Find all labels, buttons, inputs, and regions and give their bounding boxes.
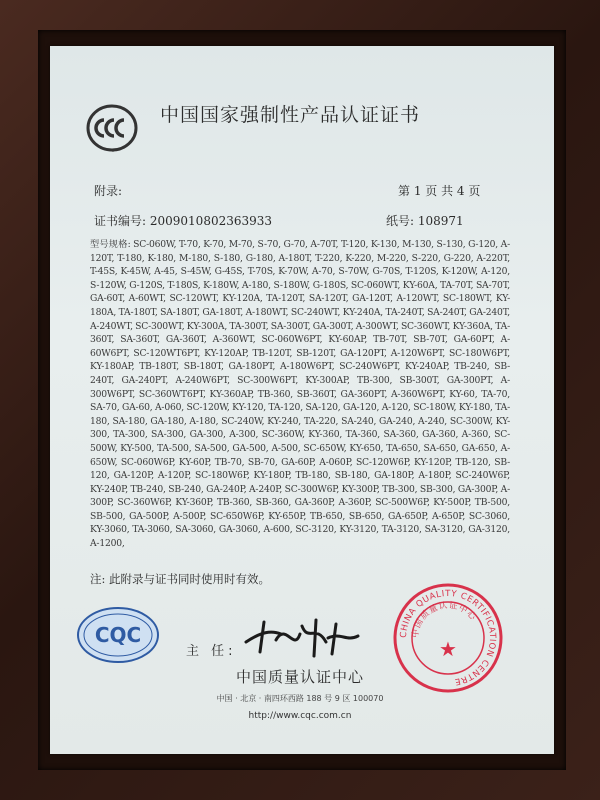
cert-number: 2009010802363933: [149, 214, 273, 228]
paper-number-label: 纸号:: [386, 214, 415, 228]
paper-number: 108971: [417, 214, 464, 228]
issuer-website: http://www.cqc.com.cn: [248, 711, 352, 721]
paper-number-row: [386, 212, 464, 229]
cqc-logo-text: CQC: [94, 623, 142, 647]
ccc-logo-text: CCC: [112, 152, 115, 153]
seal-star: ★: [439, 637, 457, 661]
certificate-title: 中国国家强制性产品认证证书: [160, 104, 421, 126]
models-text: SC-060W, T-70, K-70, M-70, S-70, G-70, A-70T, T-120, K-130, M-130, S-130, G-120, A-120T, T-180, K-180, M-180, S-180, G-180, A-180T, T-220, K-220, M-220, S-220, G-220, A-220T, T-45S, K-45W, A-45, S-45W, G-45S, T-70S, K-70W, A-70, S-70W, G-70S, T-120S, K-120W, A-120, S-120W, G-120S, T-180S, K-180W, A-180, S-180W, G-180S, SC-060WT, KY-60A, TA-70T, SA-70T, GA-60T, A-60WT, SC-120WT, KY-120A, TA-120T, SA-120T, GA-120T, A-120WT, SC-180WT, KY-180A, TA-180T, SA-180T, GA-180T, A-180WT, SC-240WT, KY-240A, TA-240T, SA-240T, GA-240T, A-240WT, SC-300WT, KY-300A, TA-300T, SA-300T, GA-300T, A-300WT, SC-360WT, KY-360A, TA-360T, SA-360T, GA-360T, A-360WT, SC-060W6PT, KY-60AP, TB-70T, SB-70T, GA-60PT, A-60W6PT, SC-120WT6PT, KY-120AP, TB-120T, SB-120T, GA-120PT, A-120W6PT, SC-180W6PT, KY-180AP, TB-180T, SB-180T, GA-180PT, A-180W6PT, SC-240W6PT, KY-240AP, TB-240, SB-240T, GA-240PT, A-240W6PT, SC-300W6PT, KY-300AP, TB-300, SB-300T, GA-300PT, A-300W6PT, SC-360WT6PT, KY-360AP, TB-360, SB-360T, GA-360PT, A-360W6PT, KY-60, TA-70, SA-70, GA-60, A-060, SC-120W, KY-120, TA-120, SA-120, GA-120, A-120, SC-180W, KY-180, TA-180, SA-180, GA-180, A-180, SC-240W, KY-240, TA-220, SA-240, GA-240, A-240, SC-300W, KY-300, TA-300, SA-300, GA-300, A-300, SC-360W, KY-360, TA-360, SA-360, GA-360, A-360, SC-500W, KY-500, TA-500, SA-500, GA-500, A-500, SC-650W, KY-650, TA-650, SA-650, GA-650, A-650W, SC-060W6P, KY-60P, TB-70, SB-70, GA-60P, A-060P, SC-120W6P, KY-120P, TB-120, SB-120, GA-120P, A-120P, SC-180W6P, KY-180P, TB-180, SB-180, GA-180P, A-180P, SC-240W6P, KY-240P, TB-240, SB-240, GA-240P, A-240P, SC-300W6P, KY-300P, TB-300, SB-300, GA-300P, A-300P, SC-360W6P, KY-360P, TB-360, SB-360, GA-360P, A-360P, SC-500W6P, KY-500P, TB-500, SB-500, GA-500P, A-500P, SC-650W6P, KY-650P, TB-650, SB-650, GA-650P, A-650P, SC-3060, KY-3060, TA-3060, SA-3060, GA-3060, A-600, SC-3120, KY-3120, TA-3120, SA-3120, GA-3120, A-1200,: [90, 239, 510, 550]
seal-text: CHINA QUALITY CERTIFICATION CENTRE: [398, 588, 498, 687]
cert-number-label: 证书编号:: [94, 214, 147, 228]
seal-cn-text: 中国质量认证中心: [410, 600, 479, 639]
red-seal: [392, 582, 504, 694]
signature: [236, 612, 366, 662]
director-label: 主 任:: [186, 644, 237, 659]
certificate-paper: [50, 46, 554, 754]
page-info: 第 1 页 共 4 页: [398, 184, 481, 198]
models-label: 型号规格:: [90, 239, 131, 250]
issuer-address: 中国 · 北京 · 南四环西路 188 号 9 区 100070: [216, 694, 384, 703]
ccc-logo: [86, 102, 138, 154]
appendix-label: 附录:: [94, 184, 123, 198]
cqc-logo: [76, 606, 160, 664]
issuer-name: 中国质量认证中心: [235, 668, 364, 686]
validity-note: 注: 此附录与证书同时使用时有效。: [90, 572, 271, 586]
cert-number-row: [94, 212, 272, 229]
model-list: [90, 238, 510, 551]
